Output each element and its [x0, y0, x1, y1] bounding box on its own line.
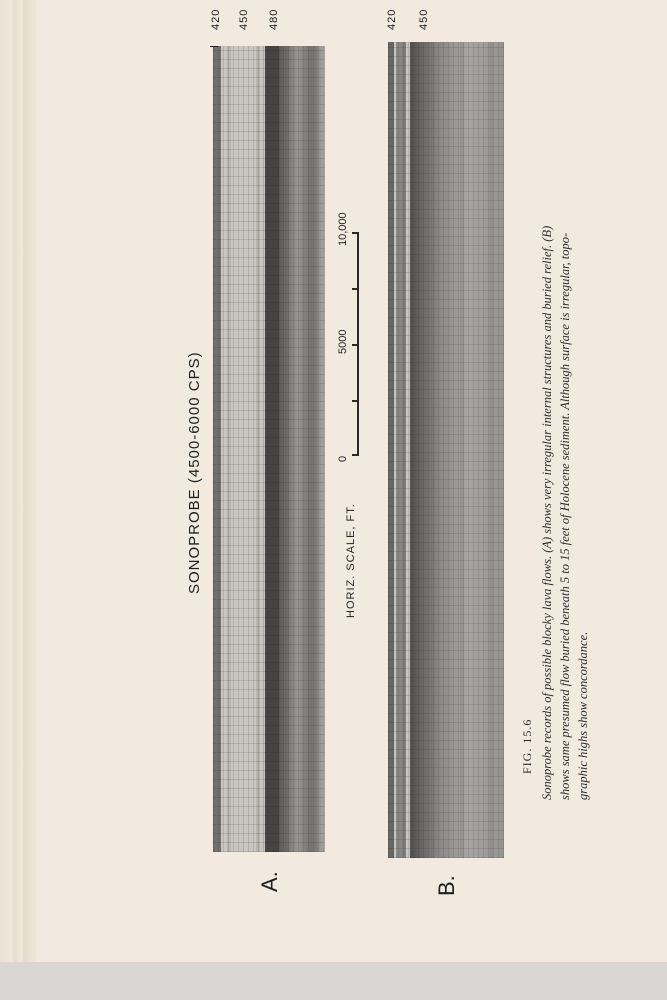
panel-label-a: A.	[257, 871, 282, 892]
sonoprobe-record-a	[213, 46, 325, 852]
scale-label: HORIZ. SCALE, FT.	[345, 503, 357, 618]
depth-label-a-450: 450	[238, 8, 250, 30]
page-edges	[0, 0, 40, 962]
scale-tick	[352, 232, 359, 234]
sonoprobe-record-b	[388, 42, 504, 858]
depth-label-b-420: 420	[386, 8, 398, 30]
figure-number: FIG. 15.6	[520, 718, 534, 774]
scale-tick	[352, 454, 359, 456]
caption-line-1: Sonoprobe records of possible blocky lava flows. (A) shows very irregular internal structures and buried relief. (B)	[540, 225, 554, 800]
scale-tick-label-5000: 5000	[337, 329, 349, 354]
scale-tick	[352, 344, 359, 346]
figure-title: SONOPROBE (4500-6000 CPS)	[186, 351, 203, 594]
depth-tick	[210, 46, 218, 47]
caption-line-2: shows same presumed flow buried beneath 5 to 15 feet of Holocene sediment. Although surface is irregular, topo-	[558, 232, 572, 800]
scale-tick	[352, 400, 359, 402]
scale-tick	[352, 288, 359, 290]
depth-label-b-450: 450	[418, 8, 430, 30]
panel-label-b: B.	[434, 875, 459, 896]
scale-tick-label-10000: 10,000	[337, 212, 349, 246]
table-surface	[0, 962, 667, 1000]
scale-tick-label-0: 0	[337, 455, 349, 462]
depth-label-a-480: 480	[268, 8, 280, 30]
depth-label-a-420: 420	[210, 8, 222, 30]
caption-line-3: graphic highs show concordance.	[576, 631, 590, 800]
